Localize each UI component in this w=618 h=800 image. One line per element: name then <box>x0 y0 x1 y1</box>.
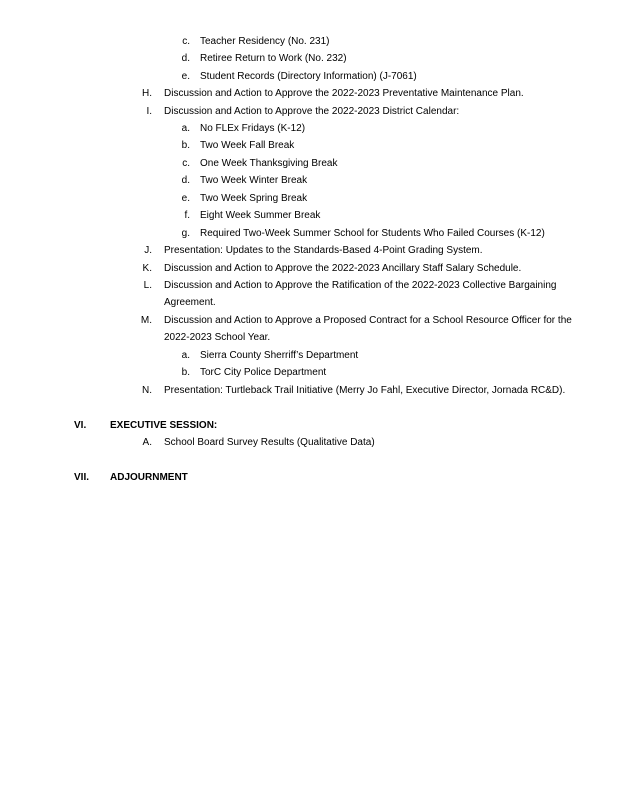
subitem-label: a. <box>181 123 190 134</box>
item-label: L. <box>143 280 152 291</box>
item-text: Discussion and Action to Approve a Proposed Contract for a School Resource Officer for the <box>164 315 572 326</box>
item-text: Agreement. <box>164 297 216 308</box>
item-label: H. <box>142 88 152 99</box>
subitem-label: d. <box>181 175 190 186</box>
item-text: 2022-2023 School Year. <box>164 332 271 343</box>
subitem-text: Student Records (Directory Information) (J-7061) <box>200 71 417 82</box>
item-label: N. <box>142 385 152 396</box>
subitem-text: Two Week Fall Break <box>200 140 295 151</box>
subitem-label: b. <box>181 367 190 378</box>
subitem-text: One Week Thanksgiving Break <box>200 158 338 169</box>
subitem-text: Teacher Residency (No. 231) <box>200 36 330 47</box>
subitem-text: Two Week Winter Break <box>200 175 308 186</box>
subitem-text: Sierra County Sherriff’s Department <box>200 350 359 361</box>
subitem-label: c. <box>182 158 190 169</box>
item-text: Discussion and Action to Approve the 2022-2023 Ancillary Staff Salary Schedule. <box>164 263 522 274</box>
subitem-label: g. <box>181 228 190 239</box>
subitem-label: e. <box>181 193 190 204</box>
section-number: VII. <box>74 472 90 483</box>
item-text: Discussion and Action to Approve the 2022-2023 Preventative Maintenance Plan. <box>164 88 524 99</box>
subitem-text: No FLEx Fridays (K-12) <box>200 123 306 134</box>
item-label: J. <box>144 245 152 256</box>
subitem-text: Eight Week Summer Break <box>200 210 321 221</box>
item-text: Discussion and Action to Approve the Ratification of the 2022-2023 Collective Bargaining <box>164 280 557 291</box>
item-label: A. <box>142 437 152 448</box>
subitem-text: Two Week Spring Break <box>200 193 308 204</box>
item-text: Presentation: Updates to the Standards-Based 4-Point Grading System. <box>164 245 483 256</box>
item-text: School Board Survey Results (Qualitative Data) <box>164 437 375 448</box>
section-title: EXECUTIVE SESSION: <box>110 420 218 431</box>
subitem-label: c. <box>182 36 190 47</box>
item-label: I. <box>146 106 152 117</box>
item-text: Discussion and Action to Approve the 2022-2023 District Calendar: <box>164 106 460 117</box>
item-label: K. <box>142 263 152 274</box>
subitem-label: f. <box>184 210 190 221</box>
subitem-text: Required Two-Week Summer School for Students Who Failed Courses (K-12) <box>200 228 545 239</box>
subitem-label: d. <box>181 53 190 64</box>
item-label: M. <box>140 315 152 326</box>
subitem-text: Retiree Return to Work (No. 232) <box>200 53 347 64</box>
subitem-label: e. <box>181 71 190 82</box>
subitem-label: b. <box>181 140 190 151</box>
section-number: VI. <box>74 420 87 431</box>
item-text: Presentation: Turtleback Trail Initiative (Merry Jo Fahl, Executive Director, Jornada RC&D). <box>164 385 566 396</box>
section-title: ADJOURNMENT <box>110 472 188 483</box>
subitem-label: a. <box>181 350 190 361</box>
subitem-text: TorC City Police Department <box>200 367 327 378</box>
